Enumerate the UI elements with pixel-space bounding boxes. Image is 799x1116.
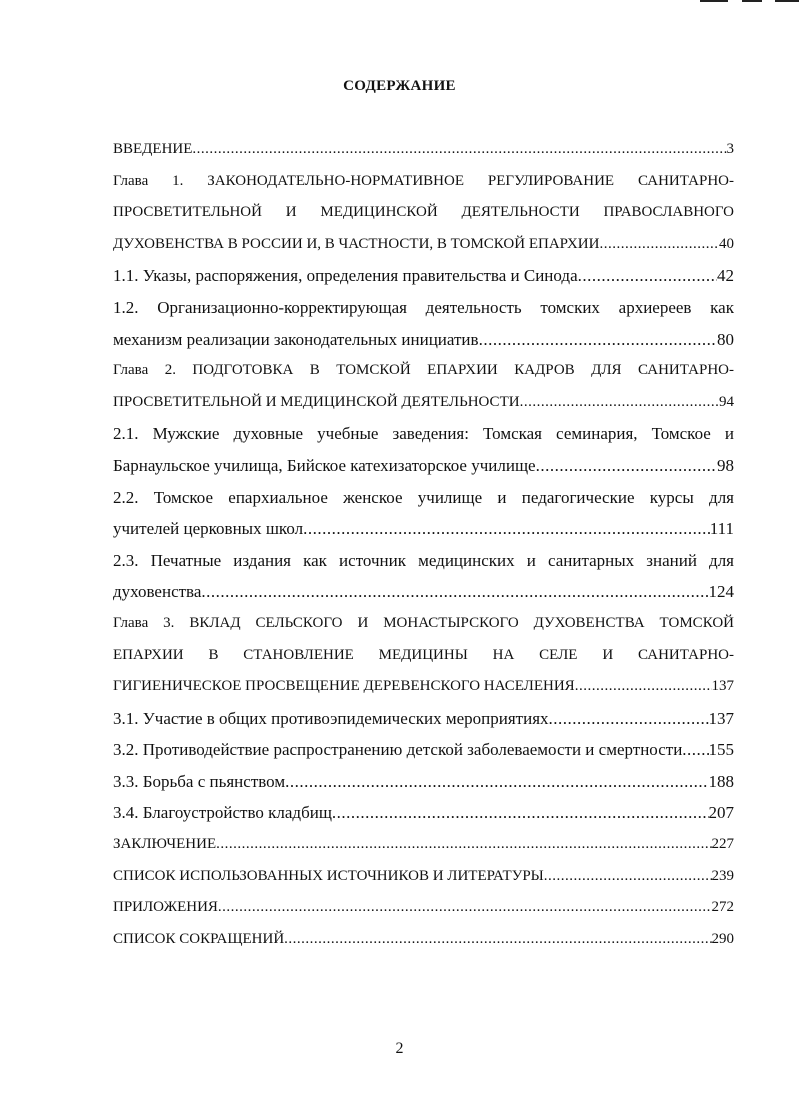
toc-page-number: 94: [719, 393, 734, 410]
toc-leader-dots: [544, 861, 712, 893]
toc-page-number: 239: [711, 867, 734, 884]
toc-entry: [113, 292, 734, 355]
toc-entry-line: Глава 2. ПОДГОТОВКА В ТОМСКОЙ ЕПАРХИИ КАДРОВ ДЛЯ САНИТАРНО-: [113, 362, 734, 379]
toc-page-number: 272: [711, 899, 734, 916]
toc-page-number: 207: [708, 803, 734, 823]
toc-entry: [113, 766, 734, 798]
toc-entry-last-line: [113, 797, 734, 829]
toc-entry-last-line: [113, 260, 734, 292]
toc-entry: [113, 861, 734, 893]
table-of-contents: [113, 134, 734, 955]
toc-entry-title: учителей церковных школ: [113, 519, 304, 539]
toc-leader-dots: [549, 703, 709, 735]
toc-entry: [113, 545, 734, 608]
scan-edge-mark: [775, 0, 799, 2]
toc-entry-title: ГИГИЕНИЧЕСКОЕ ПРОСВЕЩЕНИЕ ДЕРЕВЕНСКОГО НАСЕЛЕНИЯ: [113, 678, 575, 695]
toc-entry-line: 2.3. Печатные издания как источник медицинских и санитарных знаний для: [113, 550, 734, 570]
toc-entry-line: 1.2. Организационно-корректирующая деятельность томских архиереев как: [113, 297, 734, 317]
toc-entry-title: 3.2. Противодействие распространению детской заболеваемости и смертности: [113, 740, 683, 760]
toc-entry-title: 3.4. Благоустройство кладбищ: [113, 803, 332, 823]
toc-leader-dots: [479, 324, 717, 356]
toc-entry-last-line: [113, 513, 734, 545]
toc-entry: [113, 703, 734, 735]
toc-leader-dots: [201, 576, 708, 608]
toc-entry-last-line: [113, 924, 734, 956]
toc-entry-title: ПРИЛОЖЕНИЯ: [113, 899, 218, 916]
toc-entry-title: 1.1. Указы, распоряжения, определения правительства и Синода: [113, 266, 578, 286]
toc-page-number: 42: [717, 266, 734, 286]
toc-page-number: 137: [708, 708, 734, 728]
toc-entry-line: Глава 1. ЗАКОНОДАТЕЛЬНО-НОРМАТИВНОЕ РЕГУЛИРОВАНИЕ САНИТАРНО-: [113, 172, 734, 189]
toc-entry-last-line: [113, 734, 734, 766]
toc-leader-dots: [284, 924, 711, 956]
toc-page-number: 40: [719, 235, 734, 252]
toc-entry-title: Барнаульское училища, Бийское катехизаторское училище: [113, 455, 536, 475]
toc-entry-last-line: [113, 829, 734, 861]
toc-entry: [113, 166, 734, 261]
toc-entry-title: ДУХОВЕНСТВА В РОССИИ И, В ЧАСТНОСТИ, В ТОМСКОЙ ЕПАРХИИ: [113, 235, 600, 252]
toc-entry-line: ЕПАРХИИ В СТАНОВЛЕНИЕ МЕДИЦИНЫ НА СЕЛЕ И САНИТАРНО-: [113, 646, 734, 663]
toc-leader-dots: [218, 892, 712, 924]
toc-entry: [113, 355, 734, 418]
toc-leader-dots: [332, 797, 709, 829]
toc-entry-title: СПИСОК СОКРАЩЕНИЙ: [113, 930, 285, 947]
toc-entry-title: 3.1. Участие в общих противоэпидемических мероприятиях: [113, 708, 549, 728]
toc-entry: [113, 418, 734, 481]
toc-entry-last-line: [113, 134, 734, 166]
toc-entry-title: ПРОСВЕТИТЕЛЬНОЙ И МЕДИЦИНСКОЙ ДЕЯТЕЛЬНОСТИ: [113, 393, 520, 410]
toc-entry: [113, 892, 734, 924]
toc-entry-last-line: [113, 450, 734, 482]
toc-entry-last-line: [113, 229, 734, 261]
toc-page-number: 111: [709, 519, 734, 539]
toc-leader-dots: [536, 450, 717, 482]
toc-entry-last-line: [113, 892, 734, 924]
toc-entry-last-line: [113, 387, 734, 419]
toc-entry-title: СПИСОК ИСПОЛЬЗОВАННЫХ ИСТОЧНИКОВ И ЛИТЕРАТУРЫ: [113, 867, 544, 884]
page-number: 2: [395, 1040, 404, 1057]
toc-entry-last-line: [113, 861, 734, 893]
toc-entry-line: 2.2. Томское епархиальное женское училище и педагогические курсы для: [113, 487, 734, 507]
toc-page-number: 137: [711, 678, 734, 695]
toc-leader-dots: [575, 671, 712, 703]
toc-entry: [113, 482, 734, 545]
scan-edge-mark: [700, 0, 728, 2]
toc-entry: [113, 260, 734, 292]
toc-entry-title: ВВЕДЕНИЕ: [113, 141, 193, 157]
toc-entry-last-line: [113, 703, 734, 735]
toc-page-number: 155: [708, 740, 734, 760]
toc-leader-dots: [303, 513, 710, 545]
toc-page-number: 124: [708, 582, 734, 602]
toc-entry-title: 3.3. Борьба с пьянством: [113, 771, 286, 791]
toc-entry-line: 2.1. Мужские духовные учебные заведения: Томская семинария, Томское и: [113, 424, 734, 444]
toc-entry: [113, 134, 734, 166]
toc-page-number: 98: [717, 455, 734, 475]
toc-page-number: 80: [717, 329, 734, 349]
toc-leader-dots: [285, 766, 708, 798]
toc-page-number: 290: [711, 930, 734, 947]
toc-entry: [113, 797, 734, 829]
toc-leader-dots: [192, 134, 726, 166]
toc-leader-dots: [520, 387, 719, 419]
toc-page-number: 227: [711, 836, 734, 853]
toc-entry-title: духовенства: [113, 582, 202, 602]
toc-entry-line: Глава 3. ВКЛАД СЕЛЬСКОГО И МОНАСТЫРСКОГО ДУХОВЕНСТВА ТОМСКОЙ: [113, 614, 734, 631]
toc-entry: [113, 608, 734, 703]
toc-entry-line: ПРОСВЕТИТЕЛЬНОЙ И МЕДИЦИНСКОЙ ДЕЯТЕЛЬНОСТИ ПРАВОСЛАВНОГО: [113, 204, 734, 221]
toc-entry-title: механизм реализации законодательных инициатив: [113, 329, 479, 349]
toc-leader-dots: [682, 734, 708, 766]
toc-entry-title: ЗАКЛЮЧЕНИЕ: [113, 836, 217, 853]
toc-entry-last-line: [113, 671, 734, 703]
toc-entry: [113, 734, 734, 766]
toc-entry-last-line: [113, 766, 734, 798]
toc-entry: [113, 924, 734, 956]
page-title: СОДЕРЖАНИЕ: [343, 78, 456, 94]
scan-edge-mark: [742, 0, 762, 2]
toc-leader-dots: [599, 229, 719, 261]
toc-leader-dots: [578, 260, 717, 292]
toc-page-number: 3: [726, 141, 734, 157]
toc-entry: [113, 829, 734, 861]
toc-entry-last-line: [113, 324, 734, 356]
toc-leader-dots: [216, 829, 711, 861]
toc-page-number: 188: [708, 771, 734, 791]
toc-entry-last-line: [113, 576, 734, 608]
